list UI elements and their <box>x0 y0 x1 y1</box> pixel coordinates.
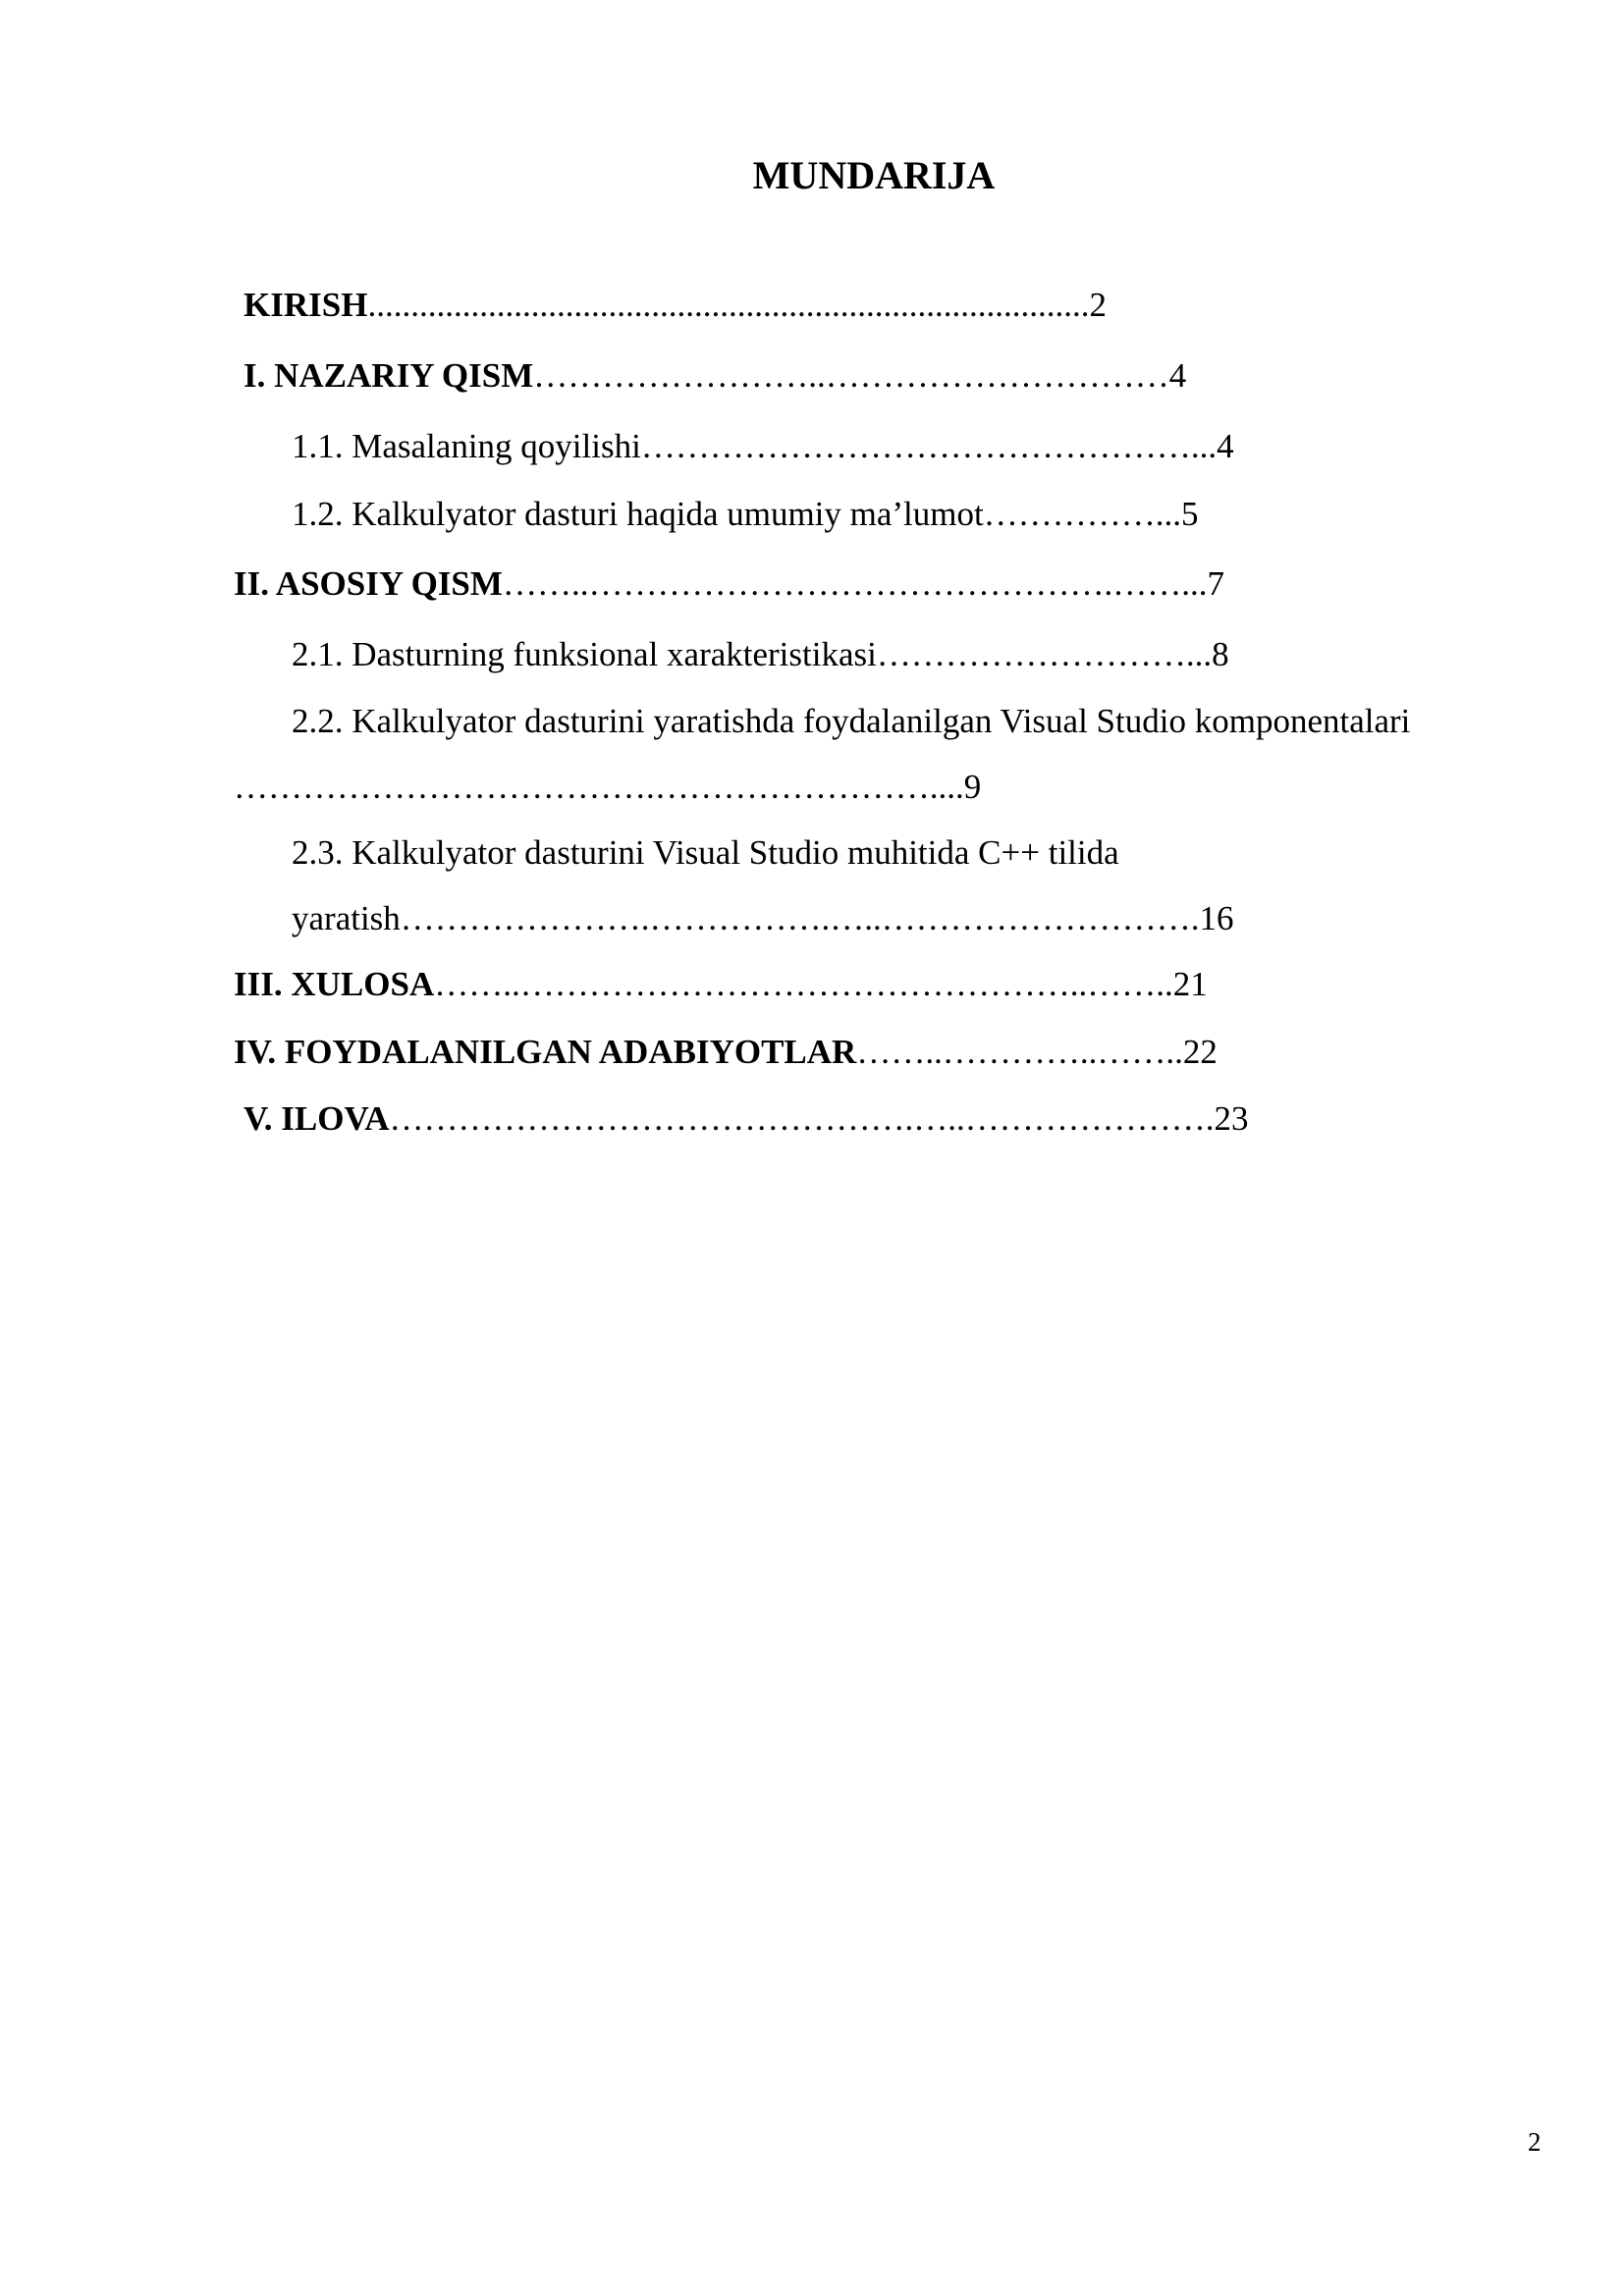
toc-entry-leader: ……………………………….…………………….... <box>234 768 964 806</box>
toc-entry-page: 7 <box>1207 564 1224 603</box>
page-number: 2 <box>1528 2127 1542 2157</box>
toc-entry-label: 1.1. Masalaning qoyilishi <box>292 427 641 465</box>
toc-entry-2-1 <box>292 634 1229 675</box>
toc-entry-label: KIRISH <box>244 286 368 324</box>
toc-entry-page: 21 <box>1172 965 1208 1003</box>
toc-entry-page: 4 <box>1217 427 1234 465</box>
toc-entry-page: 5 <box>1180 495 1199 533</box>
toc-entry-label: I. NAZARIY QISM <box>244 356 534 395</box>
toc-entry-leader: ………………….…………….…..………………………. <box>400 899 1200 937</box>
toc-entry-page: 4 <box>1168 356 1187 395</box>
page-title: MUNDARIJA <box>752 153 996 197</box>
toc-entry-page: 22 <box>1182 1033 1218 1071</box>
toc-entry-leader: ……..……………………………………….……... <box>502 564 1208 603</box>
toc-entry-2-3-line2 <box>292 898 1234 939</box>
toc-entry-label: III. XULOSA <box>234 965 435 1003</box>
toc-entry-leader: ……………... <box>983 495 1181 533</box>
toc-entry-label: 2.1. Dasturning funksional xarakteristikasi <box>292 635 877 673</box>
toc-entry-label: 2.3. Kalkulyator dasturini Visual Studio muhitida C++ tilida <box>292 833 1119 872</box>
toc-entry-leader: ……………………………………….…..…………………. <box>389 1099 1215 1138</box>
toc-entry-kirish <box>244 285 1107 326</box>
toc-entry-nazariy-qism <box>244 355 1186 397</box>
toc-entry-label: 1.2. Kalkulyator dasturi haqida umumiy ma’lumot <box>292 495 984 533</box>
toc-entry-asosiy-qism <box>234 563 1224 605</box>
toc-entry-page: 9 <box>963 768 982 806</box>
toc-entry-page: 2 <box>1089 286 1107 324</box>
toc-entry-leader: ……………………..………………………… <box>533 356 1169 395</box>
toc-entry-page: 8 <box>1212 635 1229 673</box>
toc-entry-2-3-line1 <box>292 832 1119 874</box>
toc-entry-page: 16 <box>1199 899 1234 937</box>
toc-entry-1-1 <box>292 426 1234 467</box>
toc-entry-label: IV. FOYDALANILGAN ADABIYOTLAR <box>234 1033 857 1071</box>
toc-entry-xulosa <box>234 964 1208 1005</box>
toc-entry-label: 2.2. Kalkulyator dasturini yaratishda foydalanilgan Visual Studio komponentalari <box>292 702 1411 740</box>
toc-entry-ilova <box>244 1098 1249 1140</box>
toc-entry-page: 23 <box>1214 1099 1249 1138</box>
toc-entry-leader: …………………………………………... <box>640 427 1218 465</box>
toc-entry-label: II. ASOSIY QISM <box>234 564 503 603</box>
toc-entry-leader: ……..…………………………………………..…….. <box>434 965 1173 1003</box>
toc-entry-leader: .................................................................................... <box>367 286 1090 324</box>
toc-entry-foydalanilgan-adabiyotlar <box>234 1032 1218 1073</box>
toc-entry-leader: ………………………... <box>876 635 1213 673</box>
toc-entry-1-2 <box>292 494 1198 535</box>
toc-entry-2-2-line2 <box>234 767 981 808</box>
toc-entry-label: V. ILOVA <box>244 1099 390 1138</box>
toc-entry-leader: ……..…………..…….. <box>856 1033 1183 1071</box>
toc-entry-2-2-line1 <box>292 701 1410 742</box>
toc-entry-label: yaratish <box>292 899 401 937</box>
